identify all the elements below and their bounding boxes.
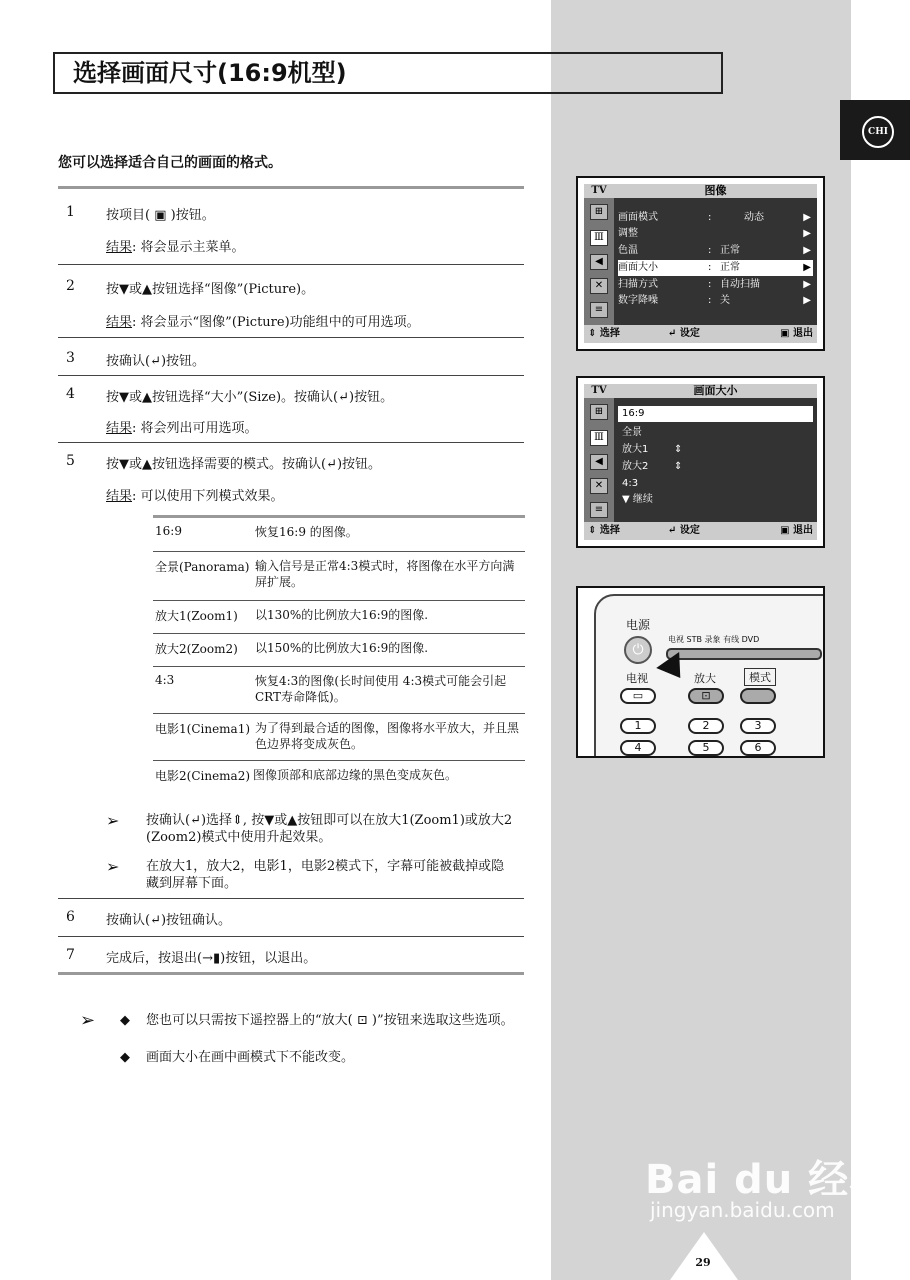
mode-desc: 为了得到最合适的图像，图像将水平放大，并且黑色边界将变成灰色。 [255, 721, 520, 751]
osd-footer: ⇕ 选择 ↵ 设定 ▣ 退出 [584, 522, 817, 540]
mode-desc: 图像顶部和底部边缘的黑色变成灰色。 [253, 768, 458, 782]
watermark [645, 1148, 891, 1222]
source-labels: 电视 STB 录象 有线 DVD [668, 635, 760, 644]
step-text: 按确认(↵)按钮确认。 [106, 913, 232, 928]
table-row [153, 552, 525, 601]
step-number: 1 [66, 204, 75, 220]
divider [58, 898, 524, 899]
step-text: 按项目( ▣ )按钮。 [106, 208, 215, 223]
mode-name: 放大1(Zoom1) [155, 609, 238, 623]
osd-icon-column [584, 184, 614, 325]
language-tab [840, 100, 910, 160]
sound-icon: ◀ [590, 254, 608, 270]
input-icon: ⊞ [590, 404, 608, 420]
step-number: 4 [66, 386, 75, 402]
osd-title: 画面大小 [614, 384, 817, 398]
step-result: 结果: 将会显示“图像”(Picture)功能组中的可用选项。 [106, 315, 420, 330]
note-text: 在放大1，放大2，电影1，电影2模式下，字幕可能被截掉或隐藏到屏幕下面。 [146, 859, 505, 891]
osd-row: ▼ 继续 [622, 494, 653, 505]
table-row [153, 634, 525, 667]
watermark-url: jingyan.baidu.com [650, 1198, 835, 1222]
mode-button [740, 688, 776, 704]
input-icon: ⊞ [590, 204, 608, 220]
osd-row-selected: 画面大小 : 正常 ▶ [618, 260, 813, 276]
arrow-icon: ➢ [80, 1010, 96, 1031]
power-icon: ⏻ [624, 636, 652, 664]
page-number: 29 [695, 1256, 711, 1269]
zoom-label: 放大 [694, 672, 716, 685]
mode-desc: 恢复16:9 的图像。 [255, 525, 358, 539]
osd-row: 画面模式 : 动态 ▶ [618, 212, 811, 223]
key-2: 2 [688, 718, 724, 734]
remote-body [594, 594, 825, 758]
step-number: 3 [66, 350, 75, 366]
step-text: 按确认(↵)按钮。 [106, 354, 206, 369]
step-result: 结果: 将会显示主菜单。 [106, 240, 245, 255]
page-title: 选择画面尺寸(16:9机型) [53, 52, 723, 94]
table-row [153, 601, 525, 634]
osd-row: 放大2 ⇕ [622, 461, 683, 472]
remote-control-illustration [576, 586, 825, 758]
diamond-bullet-icon: ◆ [120, 1013, 130, 1028]
step-number: 6 [66, 909, 75, 925]
table-row [153, 667, 525, 714]
osd-row-selected: 16:9 [618, 406, 813, 422]
mode-desc: 恢复4:3的图像(长时间使用 4:3模式可能会引起CRT寿命降低)。 [255, 674, 507, 704]
channel-icon: ✕ [590, 478, 608, 494]
osd-row: 4:3 [622, 478, 639, 489]
picture-icon: Ⅲ [590, 430, 608, 446]
language-tab-label: CHI [862, 116, 894, 148]
zoom-button: ⊡ [688, 688, 724, 704]
divider [58, 264, 524, 265]
sound-icon: ◀ [590, 454, 608, 470]
diamond-bullet-icon: ◆ [120, 1050, 130, 1065]
step-text: 完成后，按退出(→▮)按钮，以退出。 [106, 951, 317, 966]
table-row [153, 761, 525, 793]
mode-name: 电影2(Cinema2) [155, 769, 251, 783]
step-text: 按▼或▲按钮选择“大小”(Size)。按确认(↵)按钮。 [106, 390, 394, 405]
intro-text: 您可以选择适合自己的画面的格式。 [58, 155, 282, 171]
channel-icon: ✕ [590, 278, 608, 294]
divider [58, 375, 524, 376]
key-6: 6 [740, 740, 776, 756]
osd-icon-column [584, 384, 614, 522]
table-row [153, 515, 525, 552]
osd-row: 色温 : 正常 ▶ [618, 245, 811, 256]
key-4: 4 [620, 740, 656, 756]
osd-row: 放大1 ⇕ [622, 444, 683, 455]
bullet-text: 您也可以只需按下遥控器上的“放大( ⊡ )”按钮来选取这些选项。 [146, 1013, 514, 1028]
mode-desc: 输入信号是正常4:3模式时，将图像在水平方向满屏扩展。 [255, 559, 515, 589]
table-row [153, 714, 525, 761]
step-result: 结果: 将会列出可用选项。 [106, 421, 258, 436]
picture-icon: Ⅲ [590, 230, 608, 246]
osd-picture-menu [576, 176, 825, 351]
watermark-brand: Bai du 经验 [645, 1157, 891, 1203]
arrow-icon: ➢ [106, 811, 120, 830]
osd-row: 扫描方式 : 自动扫描 ▶ [618, 279, 811, 290]
osd-footer: ⇕ 选择 ↵ 设定 ▣ 退出 [584, 325, 817, 343]
key-3: 3 [740, 718, 776, 734]
osd-title: 图像 [614, 184, 817, 198]
divider [58, 972, 524, 975]
bullet-text: 画面大小在画中画模式下不能改变。 [146, 1050, 355, 1065]
tv-label: 电视 [626, 672, 648, 685]
divider [58, 442, 524, 443]
step-number: 2 [66, 278, 75, 294]
key-5: 5 [688, 740, 724, 756]
power-label: 电源 [626, 618, 651, 632]
mode-name: 电影1(Cinema1) [155, 722, 251, 736]
mode-desc: 以130%的比例放大16:9的图像. [255, 608, 429, 622]
key-1: 1 [620, 718, 656, 734]
mode-label: 模式 [744, 668, 776, 686]
mode-name: 4:3 [155, 673, 175, 687]
mode-name: 放大2(Zoom2) [155, 642, 238, 656]
arrow-icon: ➢ [106, 857, 120, 876]
modes-table [153, 515, 525, 793]
step-result: 结果: 可以使用下列模式效果。 [106, 489, 284, 504]
mode-name: 16:9 [155, 524, 182, 538]
mode-name: 全景(Panorama) [155, 560, 250, 574]
step-text: 按▼或▲按钮选择“图像”(Picture)。 [106, 282, 315, 297]
osd-tv-label: TV [584, 184, 614, 198]
setup-icon: ≡ [590, 502, 608, 518]
osd-row: 调整 ▶ [618, 228, 811, 239]
step-text: 按▼或▲按钮选择需要的模式。按确认(↵)按钮。 [106, 457, 382, 472]
setup-icon: ≡ [590, 302, 608, 318]
step-number: 7 [66, 947, 75, 963]
tv-button: ▭ [620, 688, 656, 704]
divider [58, 337, 524, 338]
osd-row: 全景 [622, 427, 642, 438]
divider [58, 936, 524, 937]
osd-size-menu [576, 376, 825, 548]
osd-row: 数字降噪 : 关 ▶ [618, 295, 811, 306]
mode-desc: 以150%的比例放大16:9的图像. [255, 641, 429, 655]
source-bar [666, 648, 822, 660]
step-number: 5 [66, 453, 75, 469]
osd-tv-label: TV [584, 384, 614, 398]
divider [58, 186, 524, 189]
note-text: 按确认(↵)选择⇕, 按▼或▲按钮即可以在放大1(Zoom1)或放大2 (Zoom2)模式中使用升起效果。 [146, 813, 513, 845]
